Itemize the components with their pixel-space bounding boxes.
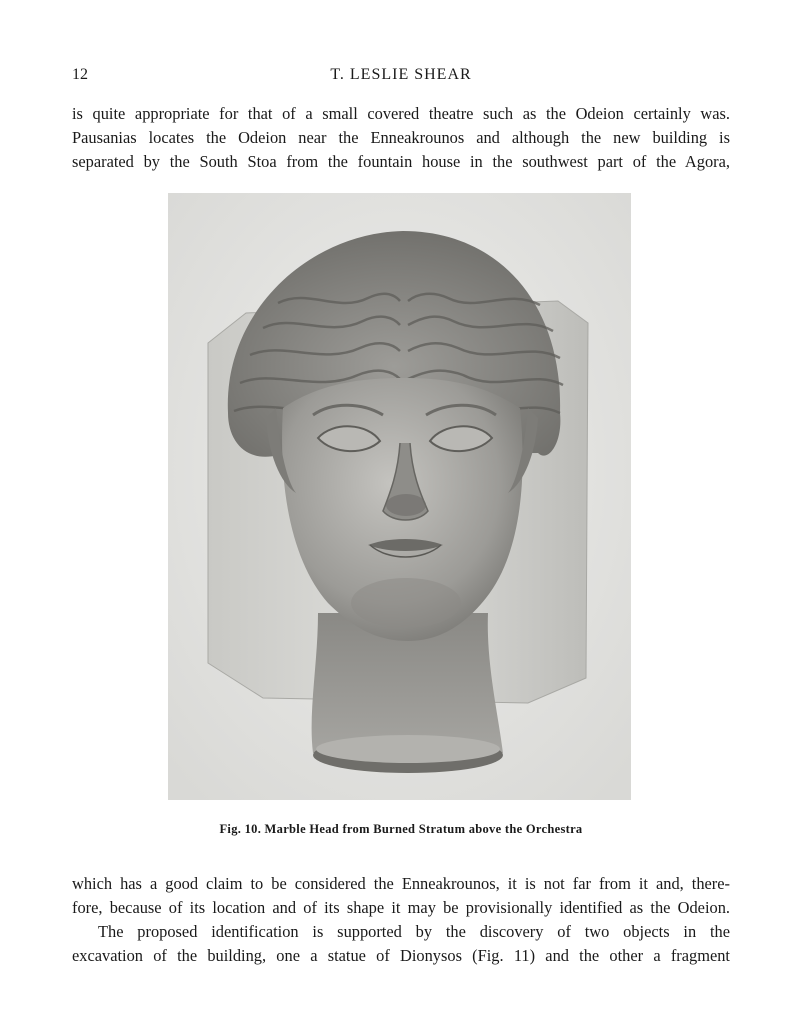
text-line: separated by the South Stoa from the fountain house in the southwest part of the Agora, <box>72 152 730 171</box>
page-header <box>72 66 730 88</box>
text-line: Pausanias locates the Odeion near the Enneakrounos and although the new building is <box>72 128 730 147</box>
text-line: is quite appropriate for that of a small covered theatre such as the Odeion certainly was. <box>72 104 730 123</box>
text-line: fore, because of its location and of its shape it may be provisionally identified as the Odeion. <box>72 898 730 917</box>
figure-caption: Fig. 10. Marble Head from Burned Stratum above the Orchestra <box>219 822 583 836</box>
running-head: T. LESLIE SHEAR <box>330 66 472 83</box>
text-line: which has a good claim to be considered the Enneakrounos, it is not far from it and, there- <box>72 874 730 893</box>
marble-head-illustration <box>168 193 631 800</box>
paragraph-top <box>72 102 730 174</box>
text-line: excavation of the building, one a statue of Dionysos (Fig. 11) and the other a fragment <box>72 946 730 965</box>
text-line: The proposed identification is supported by the discovery of two objects in the <box>98 922 730 941</box>
paragraph-bottom <box>72 872 730 968</box>
page-number: 12 <box>72 66 88 83</box>
marble-head-photograph <box>168 193 631 800</box>
